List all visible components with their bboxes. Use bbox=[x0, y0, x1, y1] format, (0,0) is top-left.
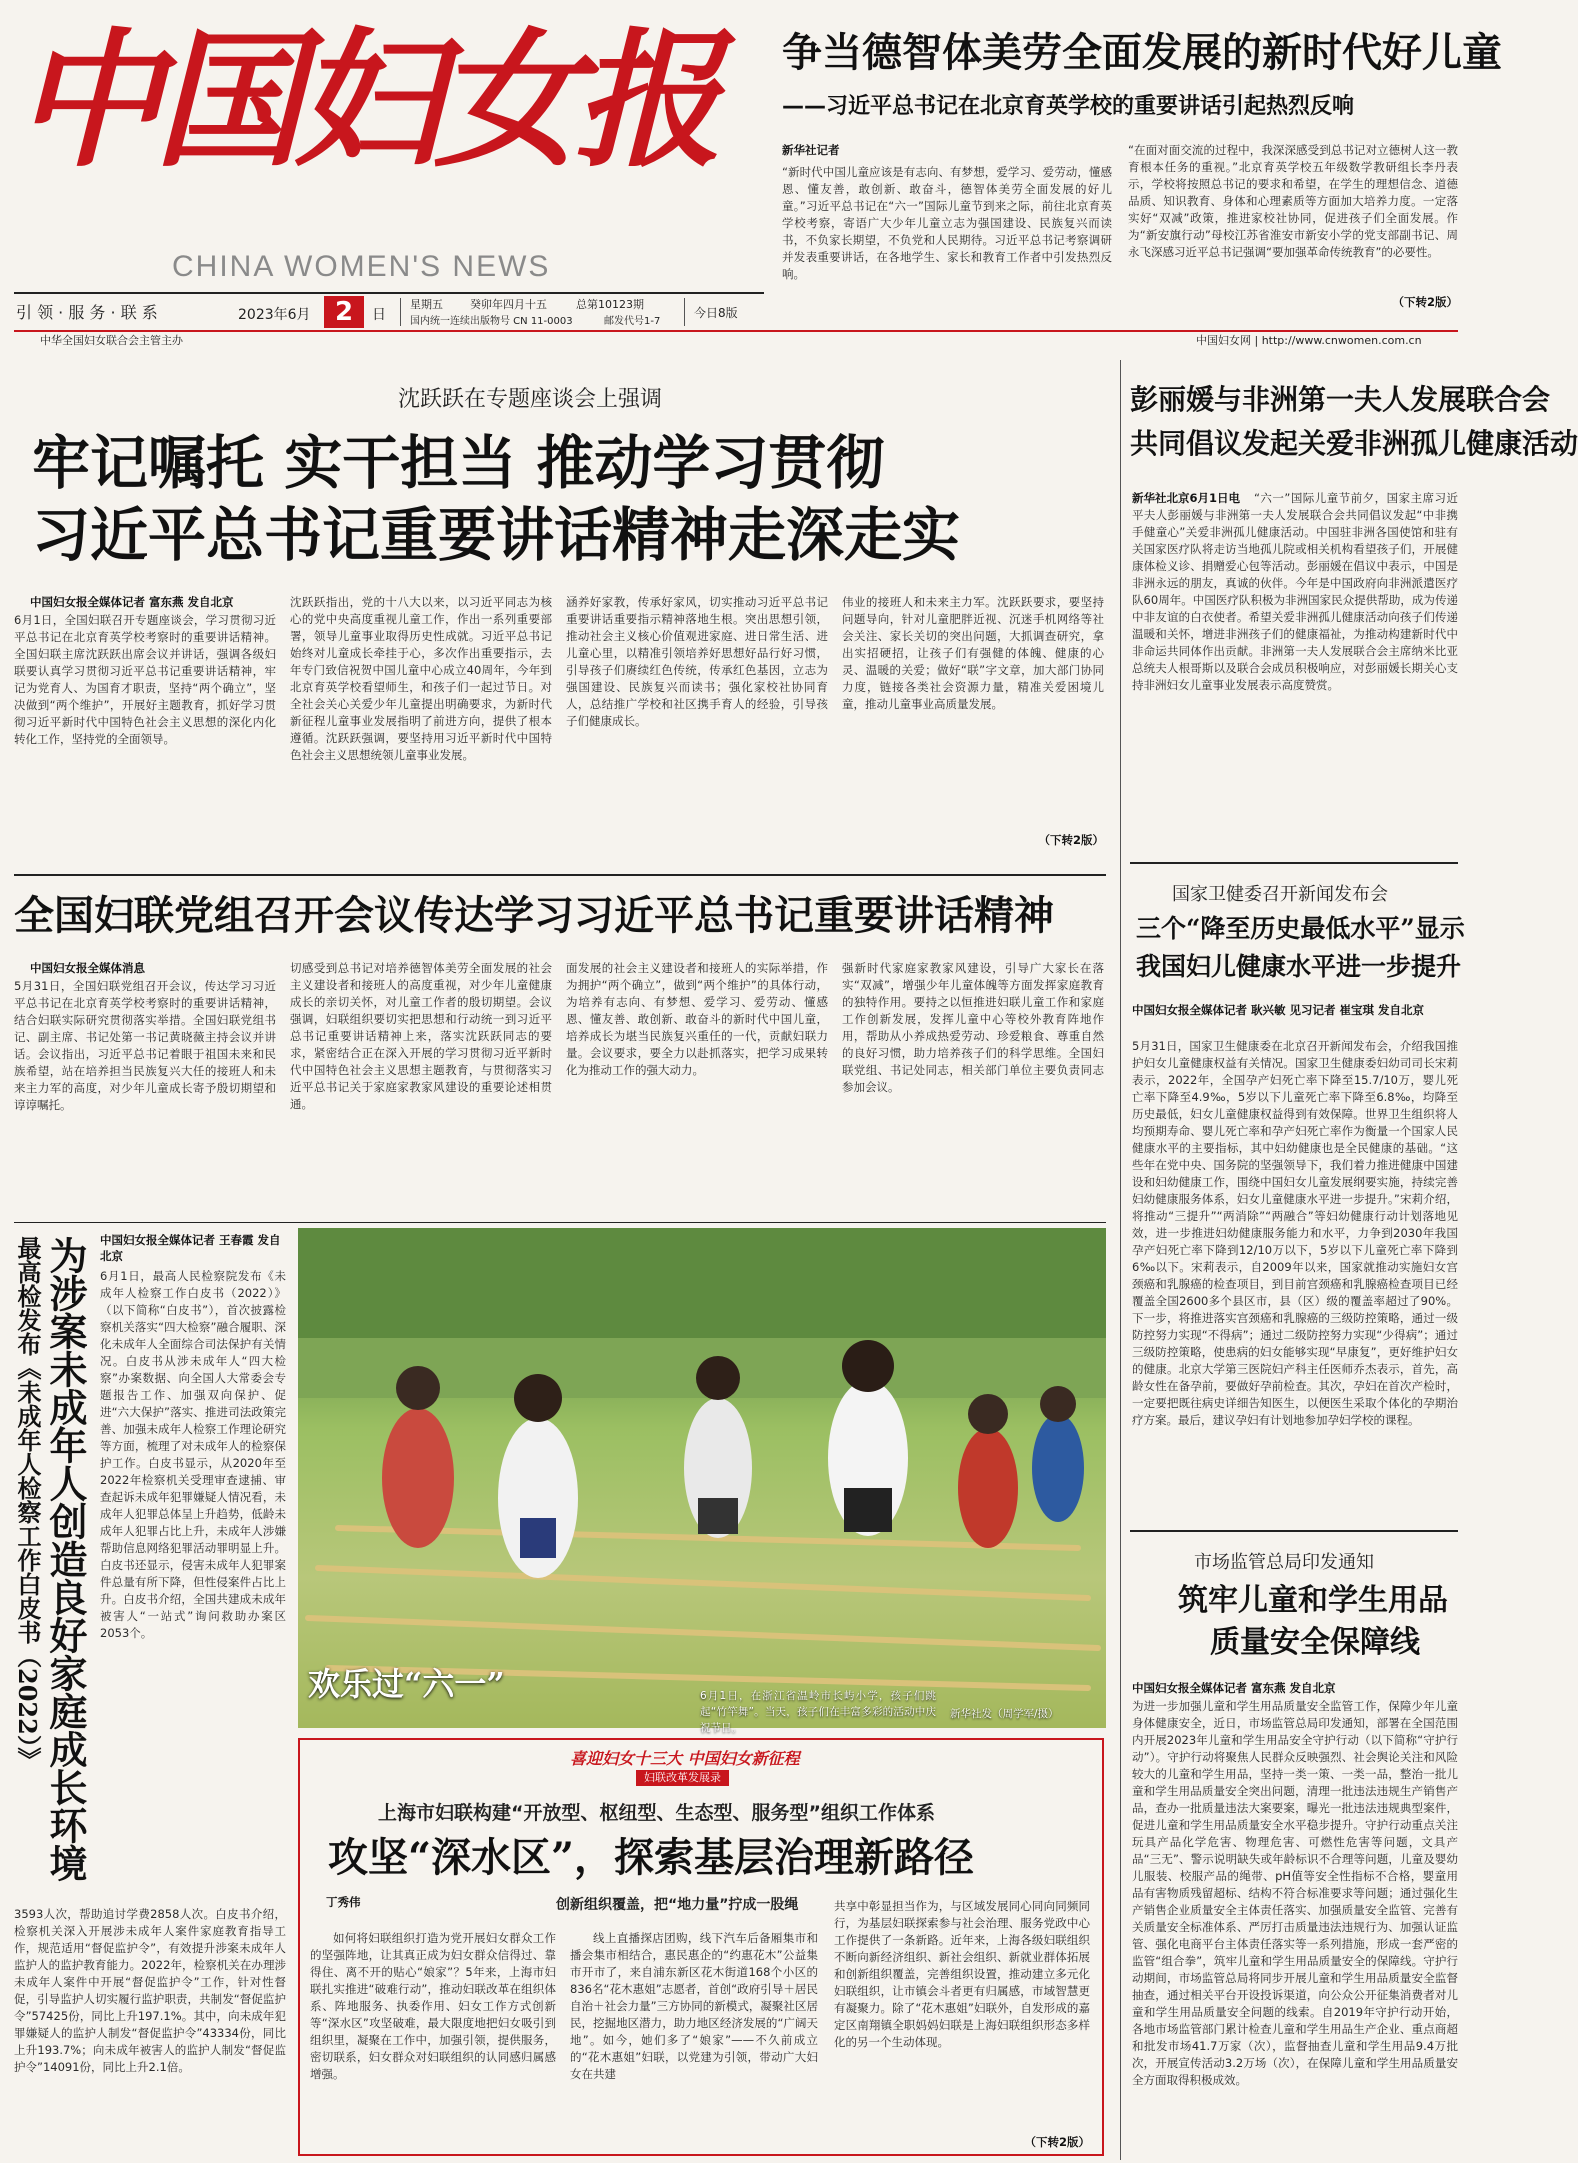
acwf-title: 全国妇联党组召开会议传达学习习近平总书记重要讲话精神 bbox=[14, 892, 1054, 939]
date-suffix: 日 bbox=[372, 307, 386, 323]
masthead-english: CHINA WOMEN'S NEWS bbox=[172, 250, 551, 283]
market-title-1: 筑牢儿童和学生用品 bbox=[1178, 1583, 1448, 1618]
shanghai-badge: 妇联改革发展录 bbox=[636, 1770, 729, 1786]
acwf-col2: 切感受到总书记对培养德智体美劳全面发展的社会主义建设者和接班人的高度重视，对少年儿童健康成长的亲切关怀，对儿童工作者的殷切期望。会议强调，妇联组织要切实把思想和行动统一到习近平总书记重要讲话精神上来，落实沈跃跃同志的要求，紧密结合正在深入开展的学习贯彻习近平新时代中国特色社会主义思想主题教育，与贯彻落实习近平总书记关于家庭家教家风建设的重要论述相贯通。 bbox=[290, 961, 552, 1111]
masthead-rule bbox=[14, 292, 764, 294]
shanghai-kicker: 上海市妇联构建“开放型、枢纽型、生态型、服务型”组织工作体系 bbox=[378, 1802, 935, 1824]
section-rule-2 bbox=[14, 1222, 1106, 1223]
report-body-2: 3593人次，帮助追讨学费2858人次。白皮书介绍，检察机关深入开展涉未成年人案件家庭教育指导工作，规范适用“督促监护令”，有效提升涉案未成年人监护人的监护教育能力。2022年，检察机关在办理涉未成年人案件中开展“督促监护令”工作，针对性督促，引导监护人切实履行监护职责，共制发“督促监护令”57425份，同比上升197.1%。其中，向未成年犯罪嫌疑人的监护人制发“督促监护令”43334份，同比上升193.7%；向未成年被害人的监护人制发“督促监护令”14091份，同比上升2.1倍。 bbox=[14, 1907, 286, 2074]
market-title-2: 质量安全保障线 bbox=[1210, 1625, 1420, 1660]
top-story-cont: （下转2版） bbox=[1392, 295, 1458, 309]
lead-kicker: 沈跃跃在专题座谈会上强调 bbox=[398, 387, 663, 412]
photo-credit: 新华社发（周学军/摄） bbox=[950, 1708, 1059, 1720]
shanghai-byline: 丁秀伟 bbox=[326, 1895, 361, 1909]
top-story-subtitle: ——习近平总书记在北京育英学校的重要讲话引起热烈反响 bbox=[782, 94, 1355, 119]
top-story-title: 争当德智体美劳全面发展的新时代好儿童 bbox=[782, 29, 1502, 76]
market-byline: 中国妇女报全媒体记者 富东燕 发自北京 bbox=[1132, 1681, 1336, 1695]
lead-title-1: 牢记嘱托 实干担当 推动学习贯彻 bbox=[32, 429, 885, 497]
shanghai-col2: 线上直播探店团购，线下汽车后备厢集市和播会集市相结合，惠民惠企的“约惠花木”公益集市开市了，来自浦东新区花木街道168个小区的836名“花木惠姐”志愿者，首创“政府引导＋居民自治＋社会力量”三方协同的新模式，凝聚社区居民，挖掘地区潜力，助力地区经济发展的“广阔天地”。如今，她们多了“娘家”——不久前成立的“花木惠姐”妇联，以党建为引领，带动广大妇女在共建 bbox=[570, 1931, 818, 2081]
report-vtitle-1: 最高检发布《未成年人检察工作白皮书（2022）》 bbox=[13, 1236, 42, 1771]
acwf-col4: 强新时代家庭家教家风建设，引导广大家长在落实“双减”，增强少年儿童体魄等方面发挥家庭教育的独特作用。要持之以恒推进妇联儿童工作和家庭工作创新发展，发挥儿童中心等校外教育阵地作用，帮助从小养成热爱劳动、珍爱粮食、尊重自然的良好习惯，助力培养孩子们的科学思维。全国妇联党组、书记处同志，相关部门单位主要负责同志参加会议。 bbox=[842, 961, 1104, 1094]
africa-title-2: 共同倡议发起关爱非洲孤儿健康活动 bbox=[1130, 427, 1578, 460]
shanghai-col1: 如何将妇联组织打造为党开展妇女群众工作的坚强阵地，让其真正成为妇女群众信得过、靠得住、离不开的贴心“娘家”？5年来，上海市妇联扎实推进“破难行动”，推动妇联改革在组织体系、阵地服务、执委作用、妇女工作方式创新等“深水区”攻坚破难，最大限度地把妇女吸引到组织里，凝聚在工作中，加强引领，提供服务，密切联系，妇女群众对妇联组织的认同感归属感增强。 bbox=[310, 1931, 556, 2081]
health-title-2: 我国妇儿健康水平进一步提升 bbox=[1136, 952, 1462, 981]
acwf-byline: 中国妇女报全媒体消息 bbox=[30, 961, 145, 975]
lead-col2: 沈跃跃指出，党的十八大以来，以习近平同志为核心的党中央高度重视儿童工作，作出一系列重要部署，领导儿童事业取得历史性成就。习近平总书记始终对儿童成长牵挂于心，多次作出重要指示，去年专门致信祝贺中国儿童中心成立40周年，今年到北京育英学校看望师生，和孩子们一起过节日。对全社会关心关爱少年儿童提出明确要求，为新时代新征程儿童事业发展指明了前进方向，提供了根本遵循。沈跃跃强调，要坚持用习近平新时代中国特色社会主义思想统领儿童事业发展。 bbox=[290, 595, 552, 762]
top-story-col2: “在面对面交流的过程中，我深深感受到总书记对立德树人这一教育根本任务的重视。”北京育英学校五年级数学教研组长李丹表示，学校将按照总书记的要求和希望，在学生的理想信念、道德品质、知识教育、身体和心理素质等方面加大培养力度。一定落实好“双减”政策，推进家校社协同，促进孩子们全面发展。作为“新安旗行动”母校江苏省淮安市新安小学的党支部副书记、周永飞深感习近平总书记强调“要加强革命传统教育”的必要性。 bbox=[1128, 143, 1458, 259]
masthead-postal: 邮发代号1-7 bbox=[604, 316, 661, 327]
photo bbox=[298, 1228, 1106, 1734]
photo-caption: 6月1日，在浙江省温岭市长屿小学，孩子们跳起“竹竿舞”。当天，孩子们在丰富多彩的活动中庆祝节日。 bbox=[700, 1690, 936, 1734]
masthead-issue: 总第10123期 bbox=[576, 298, 644, 311]
shanghai-title: 攻坚“深水区”，探索基层治理新路径 bbox=[328, 1834, 975, 1881]
africa-body: “六一”国际儿童节前夕，国家主席习近平夫人彭丽媛与非洲第一夫人发展联合会共同倡议发起“中非携手健童心”关爱非洲孤儿健康活动。中国驻非洲各国使馆和驻有关国家医疗队将走访当地孤儿院或相关机构看望孩子们，开展健康体检义诊、捐赠爱心包等活动。彭丽媛在倡议中表示，中国是非洲永远的朋友，真诚的伙伴。今年是中国政府向非洲派遣医疗队60周年。中国医疗队积极为非洲国家民众提供帮助，成为传递中非友谊的白衣使者。希望关爱非洲孤儿健康活动向孩子们传递温暖和关怀，增进非洲孩子们的健康福祉，为推动构建新时代中非命运共同体作出贡献。非洲第一夫人发展联合会主席纳米比亚总统夫人根哥斯以及联合会成员积极响应，对彭丽媛长期关心支持非洲妇女儿童事业发展表示高度赞赏。 bbox=[1132, 491, 1458, 692]
acwf-col3: 面发展的社会主义建设者和接班人的实际举措，作为拥护“两个确立”，做到“两个维护”的具体行动，为培养有志向、有梦想、爱学习、爱劳动、懂感恩、懂友善、敢创新、敢奋斗的新时代中国儿童，培养成长为堪当民族复兴重任的一代，贡献妇联力量。会议要求，要全力以赴抓落实，把学习成果转化为推动工作的强大动力。 bbox=[566, 961, 828, 1077]
africa-byline: 新华社北京6月1日电 bbox=[1132, 491, 1241, 505]
acwf-col1: 5月31日，全国妇联党组召开会议，传达学习习近平总书记在北京育英学校考察时的重要讲话精神，结合妇联实际研究贯彻落实举措。全国妇联党组书记、副主席、书记处第一书记黄晓薇主持会议并讲话。会议指出，习近平总书记着眼于祖国未来和民族希望，站在培养担当民族复兴大任的接班人和未来主力军的高度，对少年儿童成长寄予殷切期望和谆谆嘱托。 bbox=[14, 979, 276, 1112]
health-byline: 中国妇女报全媒体记者 耿兴敏 见习记者 崔宝琪 发自北京 bbox=[1132, 1003, 1425, 1017]
health-title-1: 三个“降至历史最低水平”显示 bbox=[1136, 914, 1465, 943]
report-byline: 中国妇女报全媒体记者 王春霞 发自北京 bbox=[100, 1233, 281, 1263]
shanghai-col3: 共享中彰显担当作为，与区域发展同心同向同频同行，为基层妇联探索参与社会治理、服务党政中心工作提供了一条新路。近年来，上海各级妇联组织不断向新经济组织、新社会组织、新就业群体拓展和创新组织覆盖，完善组织设置，推动建立多元化妇联组织，让市镇会斗者更有归属感，市域智慧更有凝聚力。除了“花木惠姐”妇联外，自发形成的嘉定区南翔镇全职妈妈妇联是上海妇联组织形态多样化的另一个生动体现。 bbox=[834, 1899, 1090, 2049]
masthead-website: 中国妇女网 | http://www.cnwomen.com.cn bbox=[1196, 334, 1422, 347]
section-rule-right-2 bbox=[1130, 1530, 1458, 1532]
report-body: 6月1日，最高人民检察院发布《未成年人检察工作白皮书（2022）》（以下简称“白皮书”），首次披露检察机关落实“四大检察”融合履职、深化未成年人全面综合司法保护有关情况。白皮书从涉未成年人“四大检察”办案数据、向全国人大常委会专题报告工作、加强双向保护、促进“六大保护”落实、推进司法政策完善、加强未成年人检察工作理论研究等方面，梳理了对未成年人的检察保护工作。白皮书显示，从2020年至2022年检察机关受理审查逮捕、审查起诉未成年犯罪嫌疑人情况看，未成年人犯罪总体呈上升趋势，低龄未成年人犯罪占比上升，未成年人涉嫌帮助信息网络犯罪活动罪明显上升。白皮书还显示，侵害未成年人犯罪案件总量有所下降，但性侵案件占比上升。白皮书介绍，全国共建成未成年被害人“一站式”询问救助办案区2053个。 bbox=[100, 1269, 286, 1640]
masthead-lunar: 癸卯年四月十五 bbox=[470, 298, 547, 311]
masthead-title: 中国妇女报 bbox=[14, 13, 714, 187]
section-rule-right-1 bbox=[1130, 862, 1458, 864]
masthead-weekday: 星期五 bbox=[410, 298, 443, 311]
lead-col1: 6月1日，全国妇联召开专题座谈会，学习贯彻习近平总书记在北京育英学校考察时的重要讲话精神。全国妇联主席沈跃跃出席会议并讲话，强调各级妇联要认真学习贯彻习近平总书记重要讲话精神，牢记为党育人、为国育才职责，坚持“两个确立”，坚决做到“两个维护”，开展好主题教育，抓好学习贯彻习近平新时代中国特色社会主义思想的深化内化转化工作，坚持党的全面领导。 bbox=[14, 613, 276, 746]
masthead-cn: 国内统一连续出版物号 CN 11-0003 bbox=[410, 316, 573, 327]
health-body: 5月31日，国家卫生健康委在北京召开新闻发布会，介绍我国推护妇女儿童健康权益有关情况。国家卫生健康委妇幼司司长宋莉表示，2022年，全国孕产妇死亡率下降至15.7/10万，婴儿死亡率下降至4.9‰，5岁以下儿童死亡率下降至6.8‰，均降至历史最低，妇女儿童健康权益得到有效保障。世界卫生组织将人均预期寿命、婴儿死亡率和孕产妇死亡率作为衡量一个国家人民健康水平的主要指标，其中妇幼健康也是全民健康的基础。“这些年在党中央、国务院的坚强领导下，我们着力推进健康中国建设和妇幼健康工作，围绕中国妇女儿童发展纲要实施，持续完善妇幼健康服务体系，妇女儿童健康水平进一步提升。”宋莉介绍，将推动“三提升”“两消除”“两融合”等妇幼健康行动计划落地见效，进一步推进妇幼健康服务能力和水平，力争到2030年我国孕产妇死亡率下降到12/10万以下，5岁以下儿童死亡率下降到6‰以下。宋莉表示，自2009年以来，国家就推动实施妇女宫颈癌和乳腺癌的检查项目，到目前宫颈癌和乳腺癌检查项目已经覆盖全国2600多个县区市，县（区）级的覆盖率超过了90%。下一步，将推进落实宫颈癌和乳腺癌的三级防控策略，通过一级防控努力实现“不得病”；通过二级防控努力实现“少得病”；通过三级防控策略，使患病的妇女能够实现“早康复”，更好维护妇女的健康。北京大学第三医院妇产科主任医师乔杰表示，首先，高龄女性在备孕前，要做好孕前检查。其次，孕妇在首次产检时，一定要把既往病史详细告知医生，以便医生采取个体化的孕期治疗方案。最后，建议孕妇有计划地参加孕妇学校的课程。 bbox=[1132, 1039, 1458, 1427]
shanghai-subhead: 创新组织覆盖，把“地力量”拧成一股绳 bbox=[556, 1897, 799, 1913]
right-column-divider bbox=[1120, 360, 1121, 2160]
photo-illustration bbox=[298, 1228, 1106, 1734]
shanghai-banner: 喜迎妇女十三大 中国妇女新征程 bbox=[570, 1749, 800, 1768]
lead-byline: 中国妇女报全媒体记者 富东燕 发自北京 bbox=[30, 595, 234, 609]
top-story-byline: 新华社记者 bbox=[782, 143, 840, 157]
section-rule-1 bbox=[14, 874, 1106, 876]
market-body: 为进一步加强儿童和学生用品质量安全监管工作，保障少年儿童身体健康安全，近日，市场监管总局印发通知，部署在全国范围内开展2023年儿童和学生用品安全守护行动（以下简称“守护行动”）。守护行动将聚焦人民群众反映强烈、社会舆论关注和风险较大的儿童和学生用品，坚持一类一策、一类一品，整治一批儿童和学生用品质量安全突出问题，清理一批违法违规生产销售产品，查办一批质量违法大案要案，曝光一批违法违规典型案件，促进儿童和学生用品质量安全水平稳步提升。守护行动重点关注玩具产品化学危害、物理危害、可燃性危害等问题，文具产品“三无”、警示说明缺失或年龄标识不合理等问题，儿童及婴幼儿服装、校服产品的绳带、pH值等安全性指标不合格，婴童用品有害物质残留超标、结构不符合标准要求等问题；通过强化生产销售企业质量安全主体责任落实、加强质量安全监管、完善有关质量安全标准体系、严厉打击质量违法违规行为、加强认证监管、强化电商平台主体责任落实等一系列措施，形成一套严密的监管“组合拳”，筑牢儿童和学生用品质量安全的保障线。守护行动期间，市场监管总局将同步开展儿童和学生用品质量安全监督抽查，通过相关平台开设投诉渠道，向公众公开征集消费者对儿童和学生用品质量安全问题的线索。自2019年守护行动开始，各地市场监管部门累计检查儿童和学生用品生产企业、重点商超和批发市场41.7万家（次），监督抽查儿童和学生用品9.4万批次，开展宣传活动3.2万场（次），在保障儿童和学生用品质量安全方面取得积极成效。 bbox=[1132, 1699, 1458, 2087]
photo-title: 欢乐过“六一” bbox=[308, 1665, 505, 1703]
lead-col4: 伟业的接班人和未来主力军。沈跃跃要求，要坚持问题导向，针对儿童肥胖近视、沉迷手机网络等社会关注、家长关切的突出问题，大抓调查研究，拿出实招硬招，让孩子们有强健的体魄、健康的心灵、温暖的关爱；做好“联”字文章，加大部门协同力度，链接各类社会资源力量，精准关爱困境儿童，推动儿童事业高质量发展。 bbox=[842, 595, 1104, 711]
market-kicker: 市场监管总局印发通知 bbox=[1194, 1552, 1374, 1573]
shanghai-cont: （下转2版） bbox=[1024, 2135, 1090, 2149]
masthead-pages: 今日8版 bbox=[694, 306, 738, 320]
masthead-sponsor: 中华全国妇女联合会主管主办 bbox=[40, 334, 183, 347]
lead-cont: （下转2版） bbox=[1038, 833, 1104, 847]
masthead-divider bbox=[400, 298, 401, 326]
report-vtitle-2: 为涉案未成年人创造良好家庭成长环境 bbox=[43, 1236, 88, 1882]
lead-title-2: 习近平总书记重要讲话精神走深走实 bbox=[32, 501, 961, 569]
masthead-slogan: 引 领 · 服 务 · 联 系 bbox=[16, 303, 158, 322]
date-day: 2 bbox=[334, 297, 354, 327]
date-prefix: 2023年6月 bbox=[238, 307, 311, 323]
masthead-divider-2 bbox=[684, 298, 685, 326]
top-story-col1: “新时代中国儿童应该是有志向、有梦想，爱学习、爱劳动，懂感恩、懂友善，敢创新、敢奋斗，德智体美劳全面发展的好儿童。”习近平总书记在“六一”国际儿童节到来之际，前往北京育英学校考察，寄语广大少年儿童立志为强国建设、民族复兴而读书，不负家长期望，不负党和人民期待。习近平总书记考察调研并发表重要讲话，在各地学生、家长和教育工作者中引发热烈反响。 bbox=[782, 165, 1112, 281]
africa-title-1: 彭丽媛与非洲第一夫人发展联合会 bbox=[1130, 383, 1551, 416]
lead-col3: 涵养好家教，传承好家风，切实推动习近平总书记重要讲话重要指示精神落地生根。突出思想引领，推动社会主义核心价值观进家庭、进日常生活、进儿童心里，以精准引领培养好思想好品行好习惯，引导孩子们赓续红色传统，传承红色基因，立志为强国建设、民族复兴而读书；强化家校社协同育人，总结推广学校和社区携手育人的经验，引导孩子们健康成长。 bbox=[566, 595, 828, 728]
health-kicker: 国家卫健委召开新闻发布会 bbox=[1172, 884, 1388, 905]
